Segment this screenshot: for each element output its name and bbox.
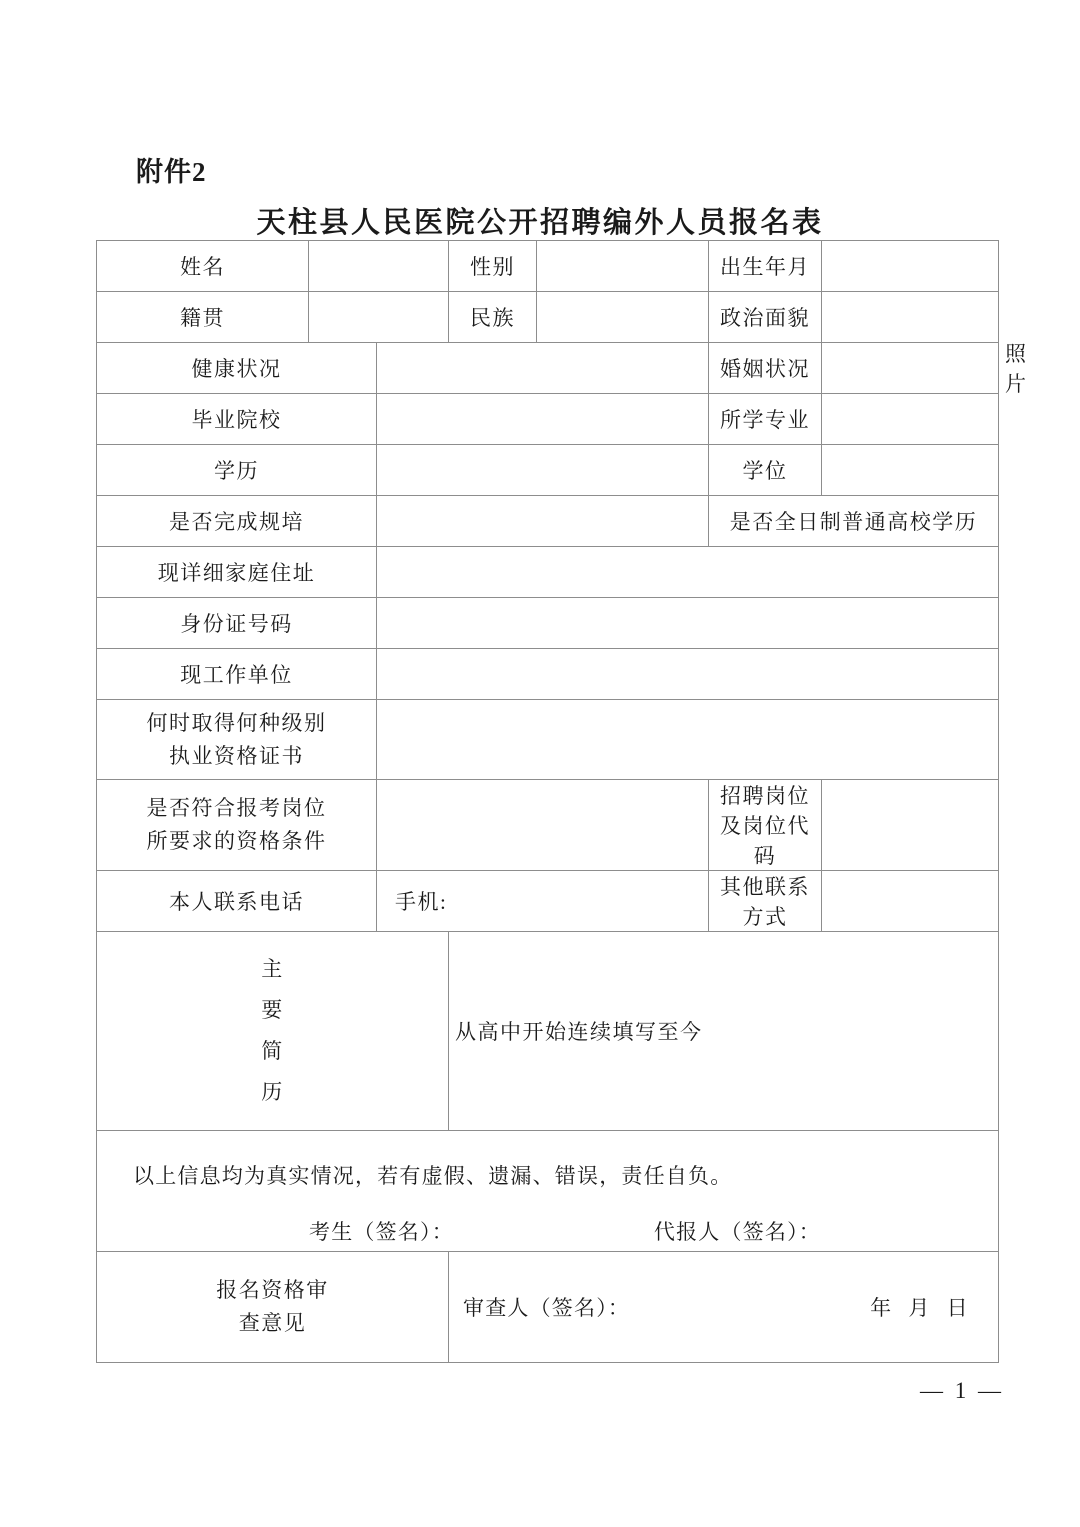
label-fulltime-education: 是否全日制普通高校学历 [709, 496, 999, 547]
registration-form-table [96, 240, 1028, 1363]
field-meets-qualifications[interactable] [377, 780, 709, 871]
declaration-section [97, 1131, 999, 1252]
agent-signature-label[interactable]: 代报人（签名）： [653, 1220, 822, 1244]
table-row [97, 871, 999, 932]
label-position-and-code: 招聘岗位及岗位代码 [709, 780, 822, 871]
audit-signature-line [455, 1292, 992, 1322]
field-health-status[interactable] [377, 343, 709, 394]
label-home-address: 现详细家庭住址 [97, 547, 377, 598]
table-row [97, 932, 999, 1131]
label-main-resume [97, 932, 449, 1131]
field-political-status[interactable] [822, 292, 999, 343]
table-row [97, 700, 999, 780]
field-major[interactable] [822, 394, 999, 445]
table-row [97, 598, 999, 649]
label-name: 姓名 [97, 241, 309, 292]
label-education-level: 学历 [97, 445, 377, 496]
label-major: 所学专业 [709, 394, 822, 445]
label-ethnicity: 民族 [449, 292, 537, 343]
label-other-contact: 其他联系方式 [709, 871, 822, 932]
audit-date-label[interactable]: 年 月 日 [870, 1296, 974, 1320]
field-ethnicity[interactable] [537, 292, 709, 343]
field-main-resume[interactable]: 从高中开始连续填写至今 [449, 932, 999, 1131]
field-home-address[interactable] [377, 547, 999, 598]
candidate-signature-label[interactable]: 考生（签名）： [309, 1220, 454, 1244]
resume-label-char: 历 [261, 1080, 284, 1104]
table-row [97, 343, 999, 394]
label-gender: 性别 [449, 241, 537, 292]
table-row [97, 1131, 999, 1252]
table-row [97, 445, 999, 496]
table-row [97, 292, 999, 343]
resume-label-char: 要 [261, 998, 284, 1022]
label-birth-date: 出生年月 [709, 241, 822, 292]
label-contact-phone: 本人联系电话 [97, 871, 377, 932]
field-license-certificate[interactable] [377, 700, 999, 780]
label-graduate-school: 毕业院校 [97, 394, 377, 445]
field-native-place[interactable] [309, 292, 449, 343]
label-license-line2: 执业资格证书 [169, 743, 304, 768]
label-id-number: 身份证号码 [97, 598, 377, 649]
field-name[interactable] [309, 241, 449, 292]
table-row [97, 649, 999, 700]
label-qualify-line2: 所要求的资格条件 [146, 829, 327, 853]
label-license-certificate [97, 700, 377, 780]
label-residency-training: 是否完成规培 [97, 496, 377, 547]
label-health-status: 健康状况 [97, 343, 377, 394]
field-residency-training[interactable] [377, 496, 709, 547]
label-political-status: 政治面貌 [709, 292, 822, 343]
declaration-statement: 以上信息均为真实情况，若有虚假、遗漏、错误，责任自负。 [133, 1164, 733, 1188]
table-row: 姓名 性别 出生年月 照片 [97, 241, 999, 292]
field-position-and-code[interactable] [822, 780, 999, 871]
label-native-place: 籍贯 [97, 292, 309, 343]
audit-label-line1: 报名资格审 [216, 1278, 329, 1303]
table-row [97, 1252, 999, 1363]
page-number-footer: — 1 — [920, 1378, 1004, 1403]
table-row [97, 780, 999, 871]
table-row [97, 496, 999, 547]
field-id-number[interactable] [377, 598, 999, 649]
table-row [97, 547, 999, 598]
field-marital-status[interactable] [822, 343, 999, 394]
field-graduate-school[interactable] [377, 394, 709, 445]
signature-line [103, 1190, 992, 1246]
field-birth-date[interactable] [822, 241, 999, 292]
attachment-label: 附件2 [136, 157, 207, 187]
label-current-employer: 现工作单位 [97, 649, 377, 700]
field-degree[interactable] [822, 445, 999, 496]
label-degree: 学位 [709, 445, 822, 496]
resume-label-char: 简 [261, 1039, 284, 1063]
table-row [97, 394, 999, 445]
resume-label-char: 主 [261, 957, 284, 981]
label-marital-status: 婚姻状况 [709, 343, 822, 394]
field-education-level[interactable] [377, 445, 709, 496]
reviewer-signature-label[interactable]: 审查人（签名）： [463, 1296, 631, 1320]
label-audit-opinion [97, 1252, 449, 1363]
field-current-employer[interactable] [377, 649, 999, 700]
page-title: 天柱县人民医院公开招聘编外人员报名表 [256, 207, 824, 239]
label-qualify-line1: 是否符合报考岗位 [146, 796, 327, 821]
audit-label-line2: 查意见 [238, 1311, 307, 1335]
label-license-line1: 何时取得何种级别 [146, 710, 327, 735]
field-audit-opinion[interactable] [449, 1252, 999, 1363]
field-gender[interactable] [537, 241, 709, 292]
label-meets-qualifications [97, 780, 377, 871]
field-other-contact[interactable] [822, 871, 999, 932]
field-mobile-phone[interactable]: 手机: [377, 871, 709, 932]
